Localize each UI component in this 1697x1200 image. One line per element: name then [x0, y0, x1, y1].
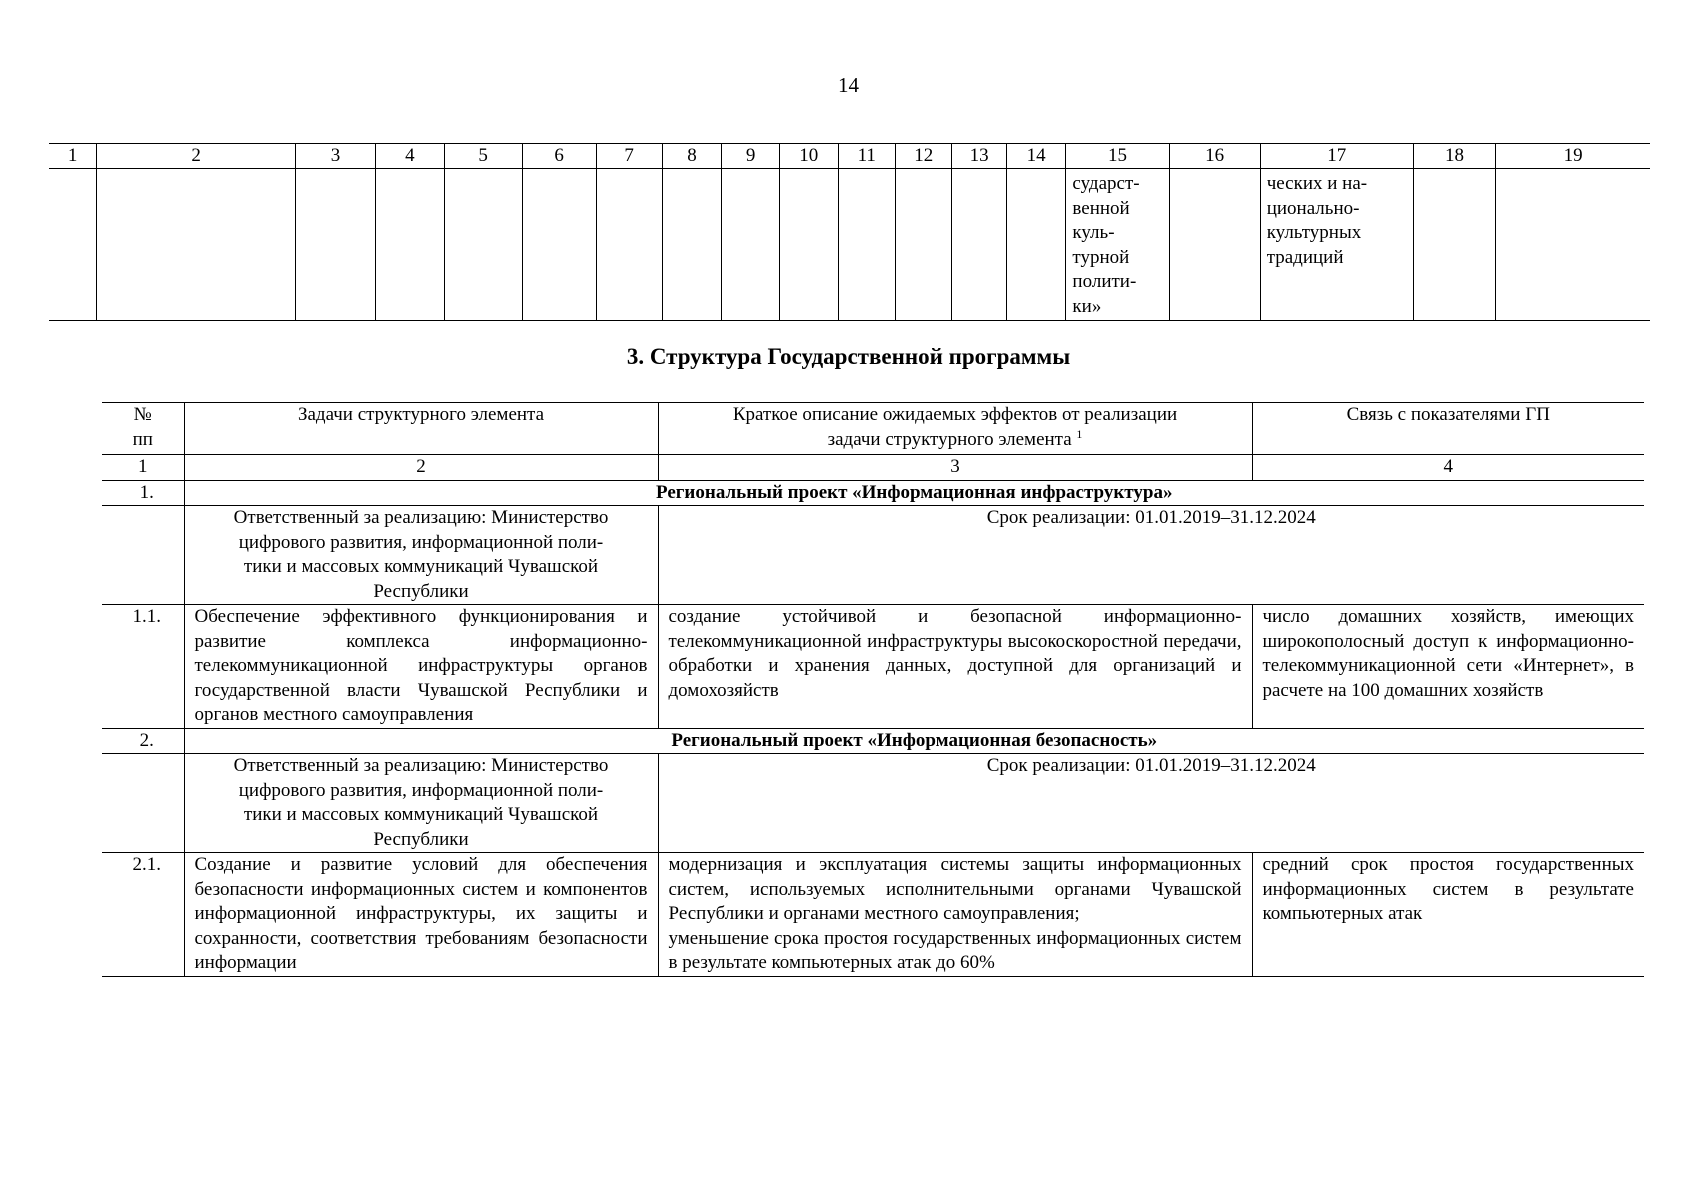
section-title: 3. Структура Государственной программы: [626, 344, 1071, 369]
text-line: ционально-: [1266, 197, 1360, 219]
task-row: [102, 853, 1644, 977]
header-number: № пп: [102, 403, 184, 455]
column-number: 4: [376, 144, 444, 169]
text-line: традиций: [1266, 246, 1344, 268]
column-number: 13: [952, 144, 1006, 169]
column-number: 17: [1260, 144, 1413, 169]
column-number: 19: [1496, 144, 1650, 169]
column-number: 9: [722, 144, 780, 169]
continuation-table: [49, 143, 1650, 321]
column-number: 8: [662, 144, 722, 169]
column-number: 2: [97, 144, 296, 169]
task-indicators: средний срок простоя государственных информационных систем в результате компьютерных атак: [1252, 853, 1644, 977]
text-line: цифрового развития, информационной поли-: [238, 779, 604, 801]
text-line: ки»: [1072, 295, 1102, 317]
project-row: [102, 480, 1644, 506]
text-line: Ответственный за реализацию: Министерство: [233, 507, 609, 528]
text-line: культурных: [1266, 222, 1362, 243]
text-line: сударст-: [1072, 173, 1140, 194]
project-number: 1.: [102, 480, 184, 506]
effects-part: уменьшение срока простоя государственных информационных систем в результате компьютерных атак до 60%: [668, 927, 1242, 973]
text-line: турной: [1072, 246, 1130, 268]
column-number: 1: [102, 455, 184, 481]
column-number: 3: [658, 455, 1252, 481]
task-indicators: число домашних хозяйств, имеющих широкополосный доступ к информационно-телекоммуникационной сети «Интернет», в расчете на 100 домашних хозяйств: [1252, 605, 1644, 729]
structure-table: [102, 402, 1644, 977]
column-number: 6: [522, 144, 596, 169]
text-line: цифрового развития, информационной поли-: [238, 531, 604, 553]
text-line: венной: [1072, 197, 1130, 219]
task-effects: создание устойчивой и безопасной информационно-телекоммуникационной инфраструктуры высокоскоростной передачи, обработки и хранения данных, доступной для организаций и домохозяйств: [658, 605, 1252, 729]
text-line: Республики: [373, 580, 469, 602]
column-numbers-row: [102, 455, 1644, 481]
text-line: полити-: [1072, 271, 1137, 292]
responsible-row: [102, 506, 1644, 605]
column-number: 15: [1066, 144, 1169, 169]
task-number: 2.1.: [102, 853, 184, 977]
continuation-header-row: [49, 144, 1650, 169]
col17-text: [1260, 169, 1413, 321]
column-number: 14: [1006, 144, 1066, 169]
column-number: 11: [838, 144, 896, 169]
structure-header-row: [102, 403, 1644, 455]
task-description: Обеспечение эффективного функционирования и развитие комплекса информационно-телекоммуникационной инфраструктуры органов государственной власти Чувашской Республики и органов местного самоуправления: [184, 605, 658, 729]
column-number: 1: [49, 144, 97, 169]
header-tasks: Задачи структурного элемента: [184, 403, 658, 455]
task-effects: [658, 853, 1252, 977]
project-number: 2.: [102, 728, 184, 754]
column-number: 12: [896, 144, 952, 169]
text-line: тики и массовых коммуникаций Чувашской: [243, 556, 599, 577]
footnote-marker: 1: [1076, 426, 1083, 441]
project-title: Региональный проект «Информационная безопасность»: [184, 728, 1644, 754]
term: Срок реализации: 01.01.2019–31.12.2024: [658, 754, 1644, 853]
effects-part: модернизация и эксплуатация системы защиты информационных систем, используемых исполнительными органами Чувашской Республики и органами местного самоуправления;: [668, 854, 1242, 924]
task-row: [102, 605, 1644, 729]
term: Срок реализации: 01.01.2019–31.12.2024: [658, 506, 1644, 605]
column-number: 18: [1413, 144, 1495, 169]
header-effects: Краткое описание ожидаемых эффектов от реализации задачи структурного элемента $^1$: [658, 403, 1252, 455]
column-number: 4: [1252, 455, 1644, 481]
column-number: 5: [444, 144, 522, 169]
column-number: 7: [596, 144, 662, 169]
text-line: куль-: [1072, 222, 1115, 243]
page-number: 14: [838, 73, 859, 97]
col15-text: [1066, 169, 1169, 321]
column-number: 10: [779, 144, 838, 169]
text-line: Ответственный за реализацию: Министерство: [233, 755, 609, 776]
responsible: [184, 506, 658, 605]
text-line: тики и массовых коммуникаций Чувашской: [243, 804, 599, 825]
responsible: [184, 754, 658, 853]
task-description: Создание и развитие условий для обеспечения безопасности информационных систем и компонентов информационной инфраструктуры, их защиты и сохранности, соответствия требованиям безопасности информации: [184, 853, 658, 977]
text-line: ческих и на-: [1266, 173, 1368, 194]
project-row: [102, 728, 1644, 754]
column-number: 2: [184, 455, 658, 481]
task-number: 1.1.: [102, 605, 184, 729]
project-title: Региональный проект «Информационная инфраструктура»: [184, 480, 1644, 506]
text-line: Республики: [373, 828, 469, 850]
column-number: 3: [295, 144, 375, 169]
responsible-row: [102, 754, 1644, 853]
continuation-body-row: [49, 169, 1650, 321]
column-number: 16: [1169, 144, 1260, 169]
header-link: Связь с показателями ГП: [1252, 403, 1644, 455]
